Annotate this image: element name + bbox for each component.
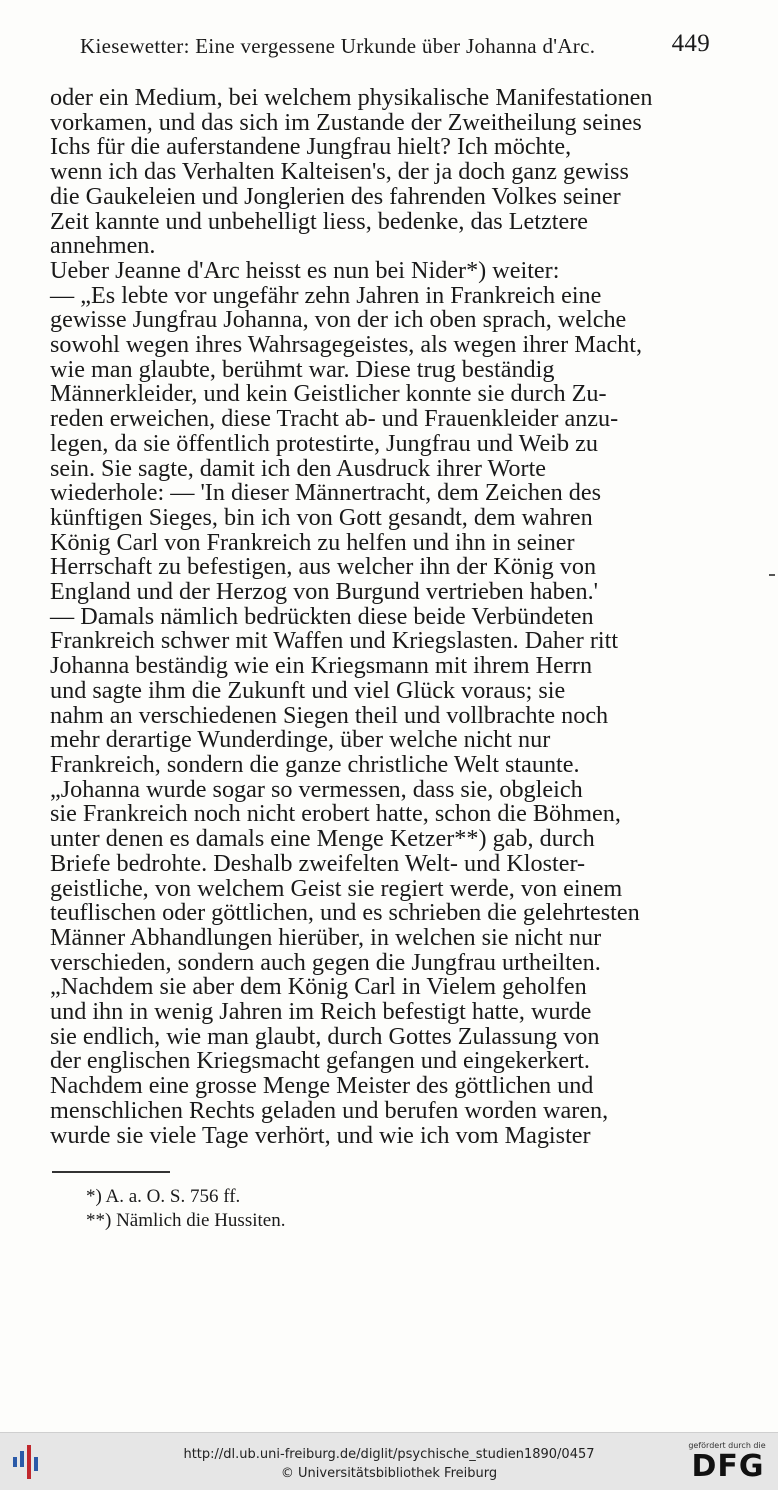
body-text — [50, 86, 710, 1148]
paragraph-4: „Nachdem sie aber dem König Carl in Vielem geholfen und ihn in wenig Jahren im Reich befestigt hatte, wurde sie endlich, wie man glaubt, durch Gottes Zulassung von der englischen Kriegsmacht gefangen und eingekerkert. Nachdem eine grosse Menge Meister des göttlichen und menschlichen Rechts geladen und berufen worden waren, wurde sie viele Tage verhört, und wie ich vom Magister — [50, 973, 609, 1149]
running-title: Kiesewetter: Eine vergessene Urkunde über Johanna d'Arc. — [80, 34, 596, 58]
footnotes — [86, 1185, 686, 1233]
paragraph-1: oder ein Medium, bei welchem physikalische Manifestationen vorkamen, und das sich im Zustande der Zweitheilung seines Ichs für die auferstandene Jungfrau hielt? Ich möchte, wenn ich das Verhalten Kalteisen's, der ja doch ganz gewiss die Gaukeleien und Jonglerien des fahrenden Volkes seiner Zeit kannte und unbehelligt liess, bedenke, das Letztere annehmen. — [50, 84, 653, 260]
page-number: 449 — [671, 30, 710, 57]
copyright-notice: © Universitätsbibliothek Freiburg — [280, 1466, 498, 1481]
viewer-footer — [0, 1432, 778, 1490]
source-url-link[interactable]: http://dl.ub.uni-freiburg.de/diglit/psychische_studien1890/0457 — [183, 1447, 595, 1462]
dfg-logo: DFG — [691, 1449, 765, 1484]
paragraph-3: „Johanna wurde sogar so vermessen, dass sie, obgleich sie Frankreich noch nicht erobert hatte, schon die Böhmen, unter denen es damals eine Menge Ketzer**) gab, durch Briefe bedrohte. Deshalb zweifelten Welt- und Kloster- geistliche, von welchem Geist sie regiert werde, von einem teuflischen oder göttlichen, und es schrieben die gelehrtesten Männer Abhandlungen hierüber, in welchen sie nicht nur verschieden, sondern auch gegen die Jungfrau urtheilten. — [50, 775, 640, 976]
footnote-2: **) Nämlich die Hussiten. — [86, 1210, 286, 1231]
footnote-separator — [52, 1171, 170, 1173]
paragraph-2: Ueber Jeanne d'Arc heisst es nun bei Nider*) weiter: — „Es lebte vor ungefähr zehn Jahren in Frankreich eine gewisse Jungfrau Johanna, von der ich oben sprach, welche sowohl wegen ihres Wahrsagegeistes, als wegen ihrer Macht, wie man glaubte, berühmt war. Diese trug beständig Männerkleider, und kein Geistlicher konnte sie durch Zu- reden erweichen, diese Tracht ab- und Frauenkleider anzu- legen, da sie öffentlich protestirte, Jungfrau und Weib zu sein. Sie sagte, damit ich den Ausdruck ihrer Worte wiederhole: — 'In dieser Männertracht, dem Zeichen des künftigen Sieges, bin ich von Gott gesandt, dem wahren König Carl von Frankreich zu helfen und ihn in seiner Herrschaft zu befestigen, aus welcher ihn der König von England und der Herzog von Burgund vertrieben haben.' — Damals nämlich bedrückten diese beide Verbündeten Frankreich schwer mit Waffen und Kriegslasten. Daher ritt Johanna beständig wie ein Kriegsmann mit ihrem Herrn und sagte ihm die Zukunft und viel Glück voraus; sie nahm an verschiedenen Siegen theil und vollbrachte noch mehr derartige Wunderdinge, über welche nicht nur Frankreich, sondern die ganze christliche Welt staunte. — [50, 256, 643, 778]
dfg-funder[interactable] — [686, 1441, 768, 1485]
supported-by-label: gefördert durch die — [688, 1441, 766, 1450]
page-header — [50, 28, 710, 64]
footnote-1: *) A. a. O. S. 756 ff. — [86, 1186, 241, 1207]
margin-mark — [769, 574, 775, 576]
